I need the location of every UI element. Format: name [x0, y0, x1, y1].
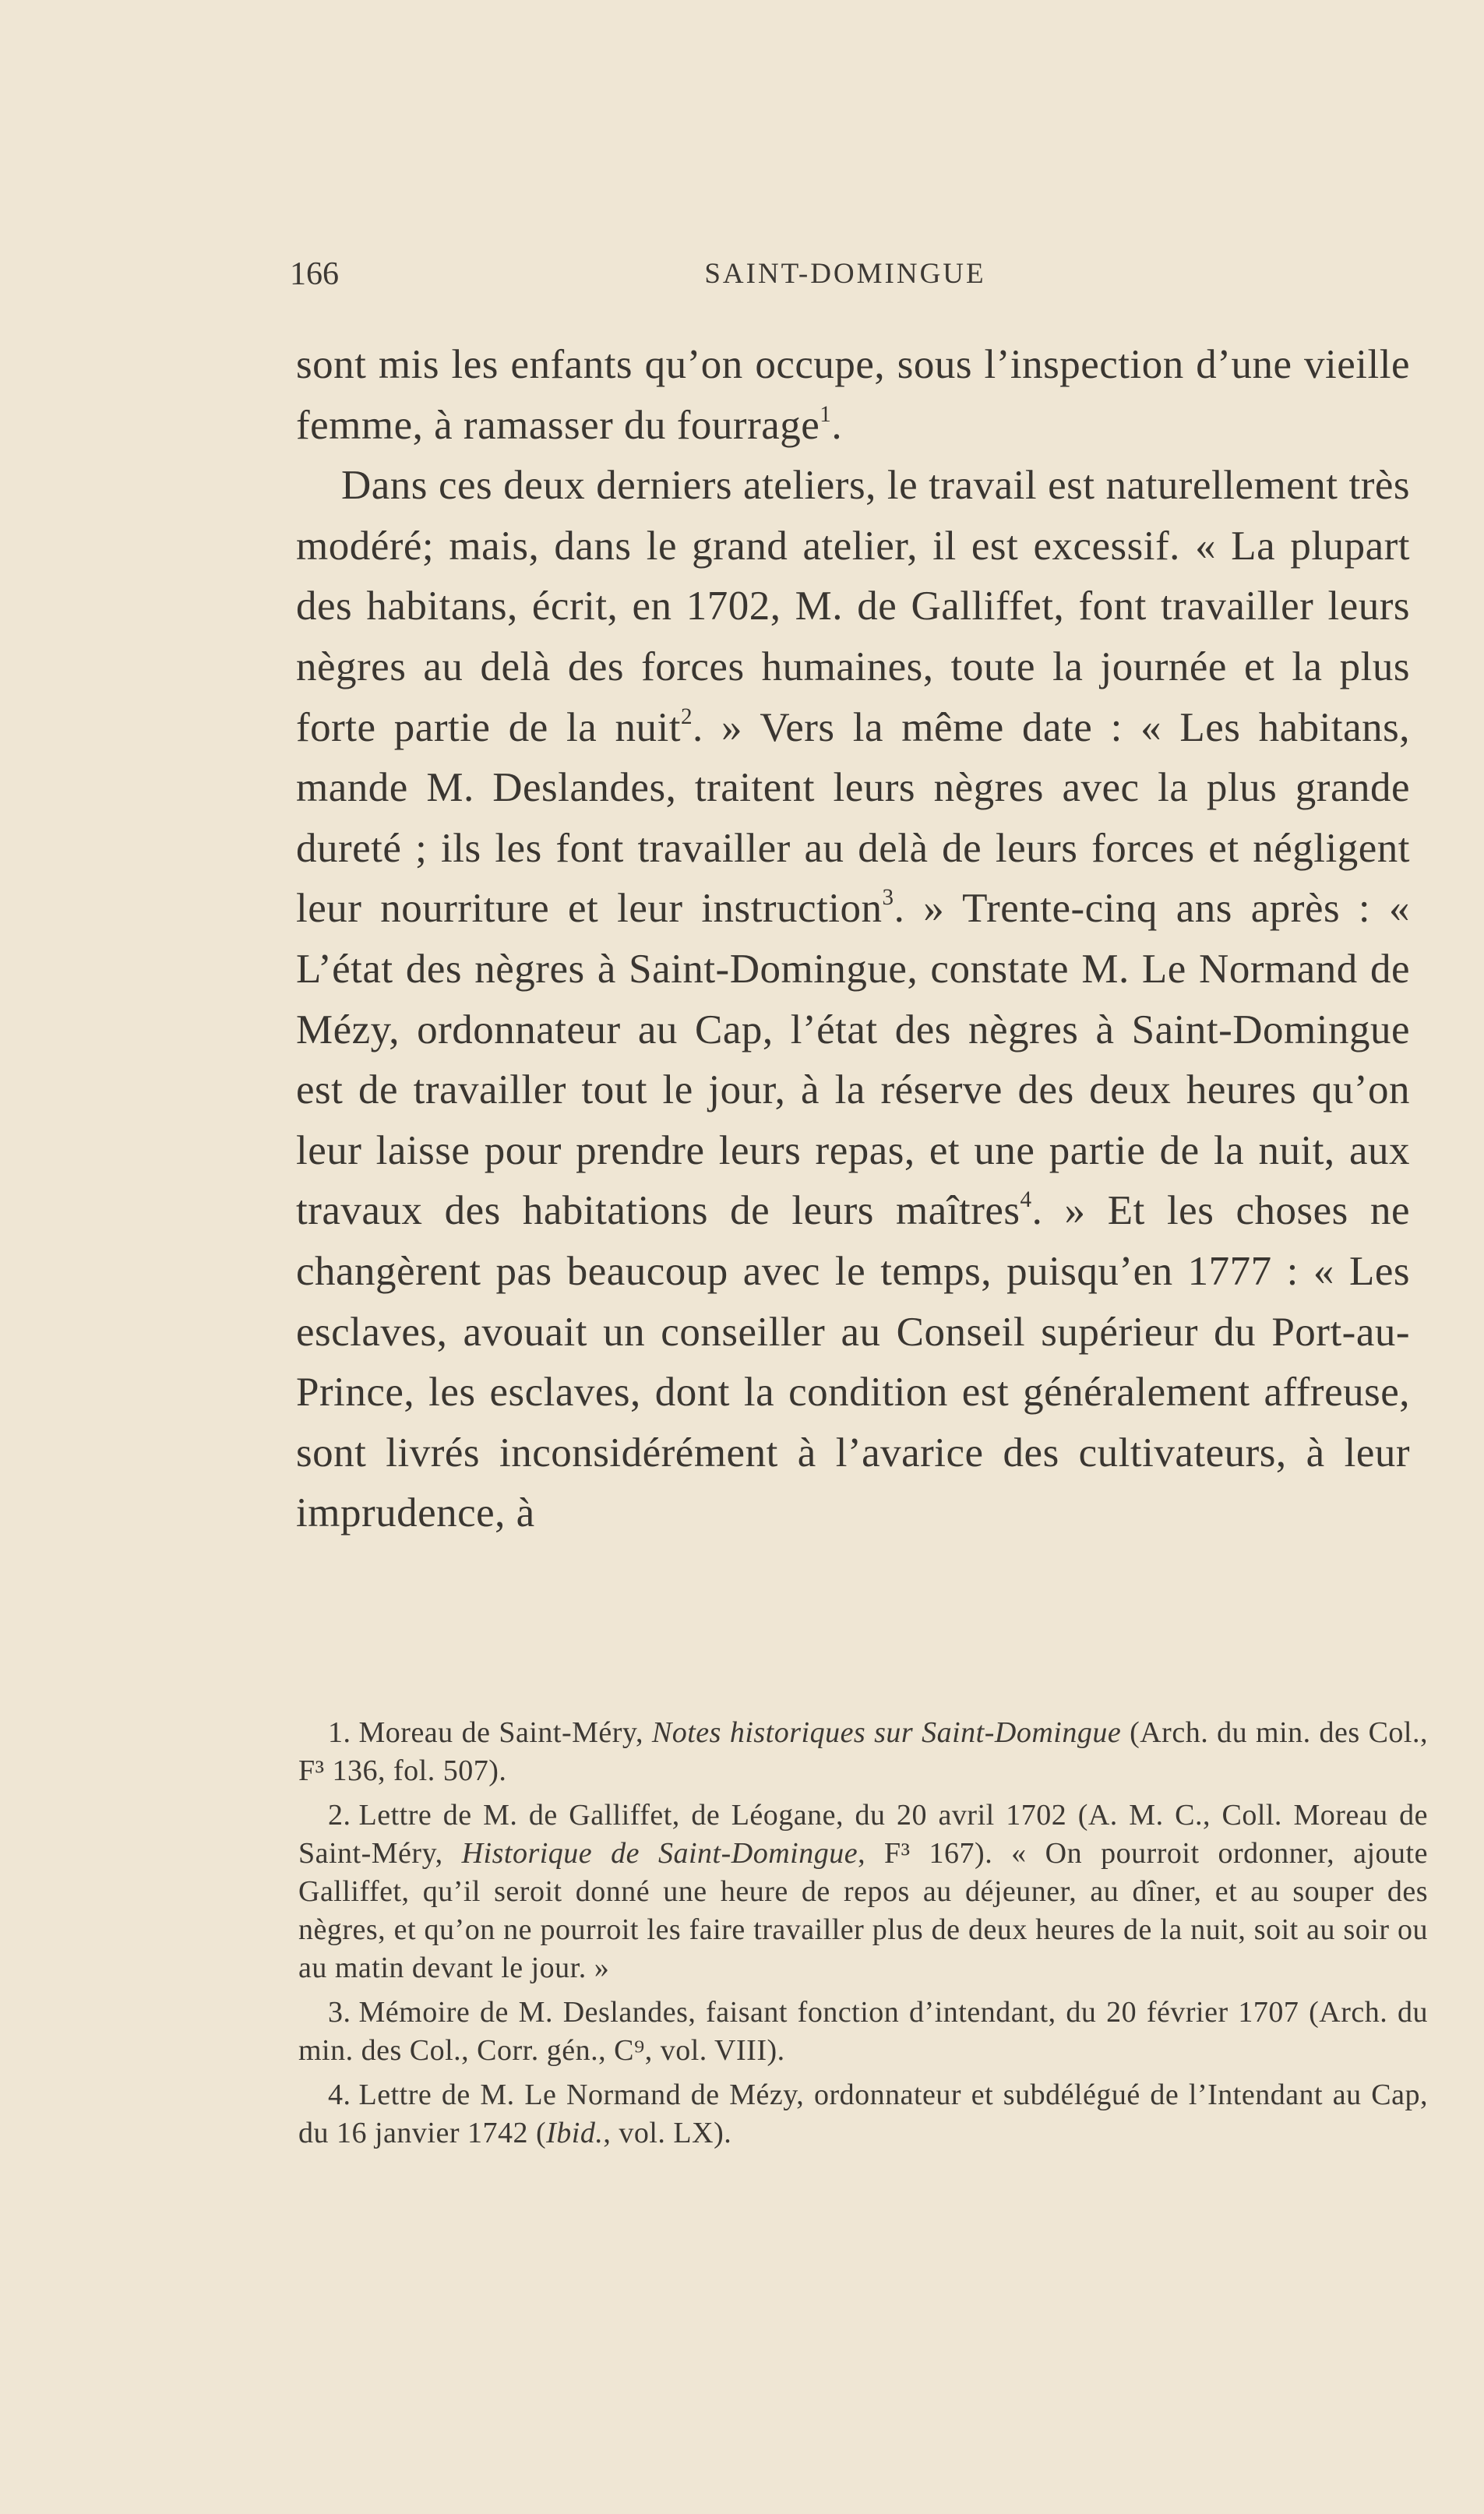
footnote-ref-3: 3	[882, 885, 894, 911]
paragraph-text: . » Trente-cinq ans après : « L’état des nègres à Saint-Domingue, constate M. Le Normand de Mézy, ordonnateur au Cap, l’état des nègres à Saint-Domingue est de travailler tout le jour, à la réserve des deux heures qu’on leur laisse pour prendre leurs repas, et une partie de la nuit, aux travaux des habitations de leurs maîtres	[296, 886, 1410, 1234]
body-text	[296, 335, 1410, 1544]
footnote-number: 4.	[328, 2079, 351, 2111]
footnote-ref-4: 4	[1020, 1187, 1032, 1213]
footnote-text: Lettre de M. Le Normand de Mézy, ordonnateur et subdélégué de l’Intendant au Cap, du 16 janvier 1742 (	[298, 2079, 1428, 2149]
footnote-1	[298, 1714, 1428, 1790]
footnote-ref-2: 2	[680, 703, 693, 729]
paragraph-1	[296, 335, 1410, 456]
paragraph-text: .	[831, 402, 843, 448]
running-title: SAINT-DOMINGUE	[704, 258, 986, 290]
footnote-4	[298, 2076, 1428, 2153]
footnote-title: Ibid.	[546, 2117, 604, 2149]
footnote-title: Historique de Saint-Domingue	[461, 1837, 858, 1870]
paragraph-text: sont mis les enfants qu’on occupe, sous l’inspection d’une vieille femme, à ramasser du fourrage	[296, 342, 1410, 448]
footnote-number: 3.	[328, 1996, 351, 2029]
paragraph-text: Dans ces deux derniers ateliers, le travail est naturellement très modéré; mais, dans le grand atelier, il est excessif. « La plupart des habitans, écrit, en 1702, M. de Galliffet, font travailler leurs nègres au delà des forces humaines, toute la journée et la plus forte partie de la nuit	[296, 463, 1410, 750]
footnote-text: , F³ 167). « On pourroit ordonner, ajoute Galliffet, qu’il seroit donné une heure de repos au déjeuner, au dîner, et au souper des nègres, et qu’on ne pourroit les faire travailler plus de deux heures de la nuit, soit au soir ou au matin devant le jour. »	[298, 1837, 1428, 1984]
footnote-text: Moreau de Saint-Méry,	[358, 1716, 652, 1749]
footnote-text: Lettre de M. de Galliffet, de Léogane, du 20 avril 1702 (A. M. C., Coll. Moreau de Saint-Méry,	[298, 1799, 1428, 1870]
footnote-title: Notes historiques sur Saint-Domingue	[651, 1716, 1122, 1749]
footnote-number: 2.	[328, 1799, 351, 1832]
footnote-text: Mémoire de M. Deslandes, faisant fonction d’intendant, du 20 février 1707 (Arch. du min. des Col., Corr. gén., C⁹, vol. VIII).	[298, 1996, 1428, 2067]
paragraph-text: . » Et les choses ne changèrent pas beaucoup avec le temps, puisqu’en 1777 : « Les esclaves, avouait un conseiller au Conseil supérieur du Port-au-Prince, les esclaves, dont la condition est généralement affreuse, sont livrés inconsidérément à l’avarice des cultivateurs, à leur imprudence, à	[296, 1188, 1410, 1536]
paragraph-text: . » Vers la même date : « Les habitans, mande M. Deslandes, traitent leurs nègres avec la plus grande dureté ; ils les font travailler au delà de leurs forces et négligent leur nourriture et leur instruction	[296, 704, 1410, 932]
footnote-ref-1: 1	[820, 401, 832, 427]
footnote-text: , vol. LX).	[603, 2117, 732, 2149]
footnotes	[298, 1714, 1428, 2159]
page-header	[280, 251, 1410, 298]
footnote-text: (Arch. du min. des Col., F³ 136, fol. 507).	[298, 1716, 1428, 1787]
footnote-2	[298, 1796, 1428, 1987]
footnote-3	[298, 1994, 1428, 2070]
footnote-number: 1.	[328, 1716, 351, 1749]
paragraph-2	[296, 456, 1410, 1544]
page-number: 166	[290, 256, 339, 292]
